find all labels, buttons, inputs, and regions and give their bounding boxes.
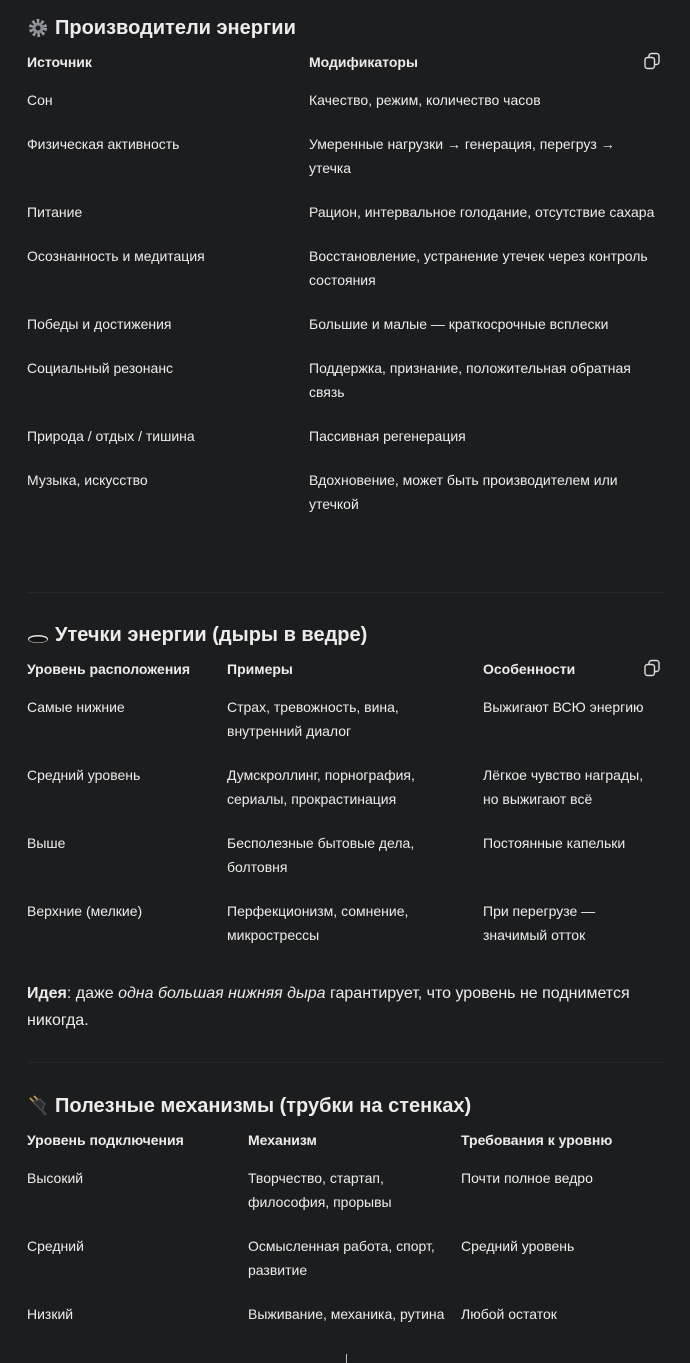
column-header: Механизм [248,1132,317,1148]
table-cell: Любой остаток [461,1306,557,1322]
table-row [27,1234,665,1302]
gear-icon [27,17,49,39]
table-row [27,899,665,967]
table-cell: Перфекционизм, сомнение, микрострессы [227,903,409,943]
table-cell: При перегрузе — значимый отток [483,903,596,943]
table-cell: Думскроллинг, порнография, сериалы, прокрастинация [227,767,415,807]
plug-icon [27,1095,49,1117]
producers-table [27,50,665,536]
table-row [27,763,665,831]
table-cell: Сон [27,92,53,108]
table-cell: Самые нижние [27,699,125,715]
divider [27,1062,665,1063]
table-cell: Средний [27,1238,84,1254]
table-row [27,424,665,468]
table-row [27,200,665,244]
leaks-table [27,657,665,967]
table-cell: Вдохновение, может быть производителем или утечкой [309,472,618,512]
table-row [27,468,665,536]
section-title-text: Утечки энергии (дыры в ведре) [55,624,368,646]
column-header: Особенности [483,661,576,677]
column-header: Примеры [227,661,293,677]
table-cell: Средний уровень [461,1238,575,1254]
table-cell: Выживание, механика, рутина [248,1306,445,1322]
idea-emphasis: одна большая нижняя дыра [118,985,326,1002]
idea-text: : даже [66,985,119,1002]
mechanisms-table [27,1128,665,1346]
table-row [27,1166,665,1234]
table-cell: Музыка, искусство [27,472,148,488]
table-row [27,1302,665,1346]
table-cell: Выше [27,835,66,851]
table-cell: Большие и малые — краткосрочные всплески [309,316,609,332]
table-cell: Верхние (мелкие) [27,903,143,919]
column-header: Требования к уровню [461,1132,613,1148]
table-cell: Питание [27,204,83,220]
table-cell: Восстановление, устранение утечек через контроль состояния [309,248,648,288]
section-title-text: Производители энергии [55,17,296,39]
table-cell: Низкий [27,1306,74,1322]
table-cell: Высокий [27,1170,84,1186]
table-cell: Качество, режим, количество часов [309,92,541,108]
section-title-leaks [27,621,665,649]
idea-paragraph [27,980,665,1034]
section-title-mechanisms [27,1092,665,1120]
table-cell: Средний уровень [27,767,141,783]
copy-icon[interactable] [643,659,661,677]
table-cell: Природа / отдых / тишина [27,428,195,444]
table-cell: Творчество, стартап, философия, прорывы [248,1170,392,1210]
hole-icon [27,624,49,646]
copy-icon[interactable] [643,52,661,70]
column-header: Уровень расположения [27,661,191,677]
table-cell: Лёгкое чувство награды, но выжигают всё [483,767,644,807]
table-row [27,312,665,356]
table-row [27,88,665,132]
table-cell: Поддержка, признание, положительная обратная связь [309,360,631,400]
table-cell: Рацион, интервальное голодание, отсутствие сахара [309,204,655,220]
idea-text: гарантирует, что уровень не поднимется никогда. [27,985,630,1029]
table-cell: Бесполезные бытовые дела, болтовня [227,835,415,875]
table-row [27,356,665,424]
text-cursor [346,1354,347,1363]
table-cell: Выжигают ВСЮ энергию [483,699,644,715]
table-row [27,244,665,312]
table-cell: Физическая активность [27,136,180,152]
table-row [27,831,665,899]
section-title-text: Полезные механизмы (трубки на стенках) [55,1095,472,1117]
idea-label: Идея [27,985,67,1002]
column-header: Уровень подключения [27,1132,184,1148]
table-cell: Победы и достижения [27,316,172,332]
table-cell: Умеренные нагрузки → генерация, перегруз → утечка [309,136,615,176]
table-row [27,132,665,200]
table-row [27,695,665,763]
section-title-producers [27,14,665,42]
table-cell: Почти полное ведро [461,1170,593,1186]
table-cell: Пассивная регенерация [309,428,466,444]
table-cell: Социальный резонанс [27,360,174,376]
table-cell: Постоянные капельки [483,835,626,851]
column-header: Модификаторы [309,54,418,70]
divider [27,592,665,593]
table-cell: Осмысленная работа, спорт, развитие [248,1238,435,1278]
column-header: Источник [27,54,92,70]
table-cell: Страх, тревожность, вина, внутренний диалог [227,699,399,739]
table-cell: Осознанность и медитация [27,248,205,264]
